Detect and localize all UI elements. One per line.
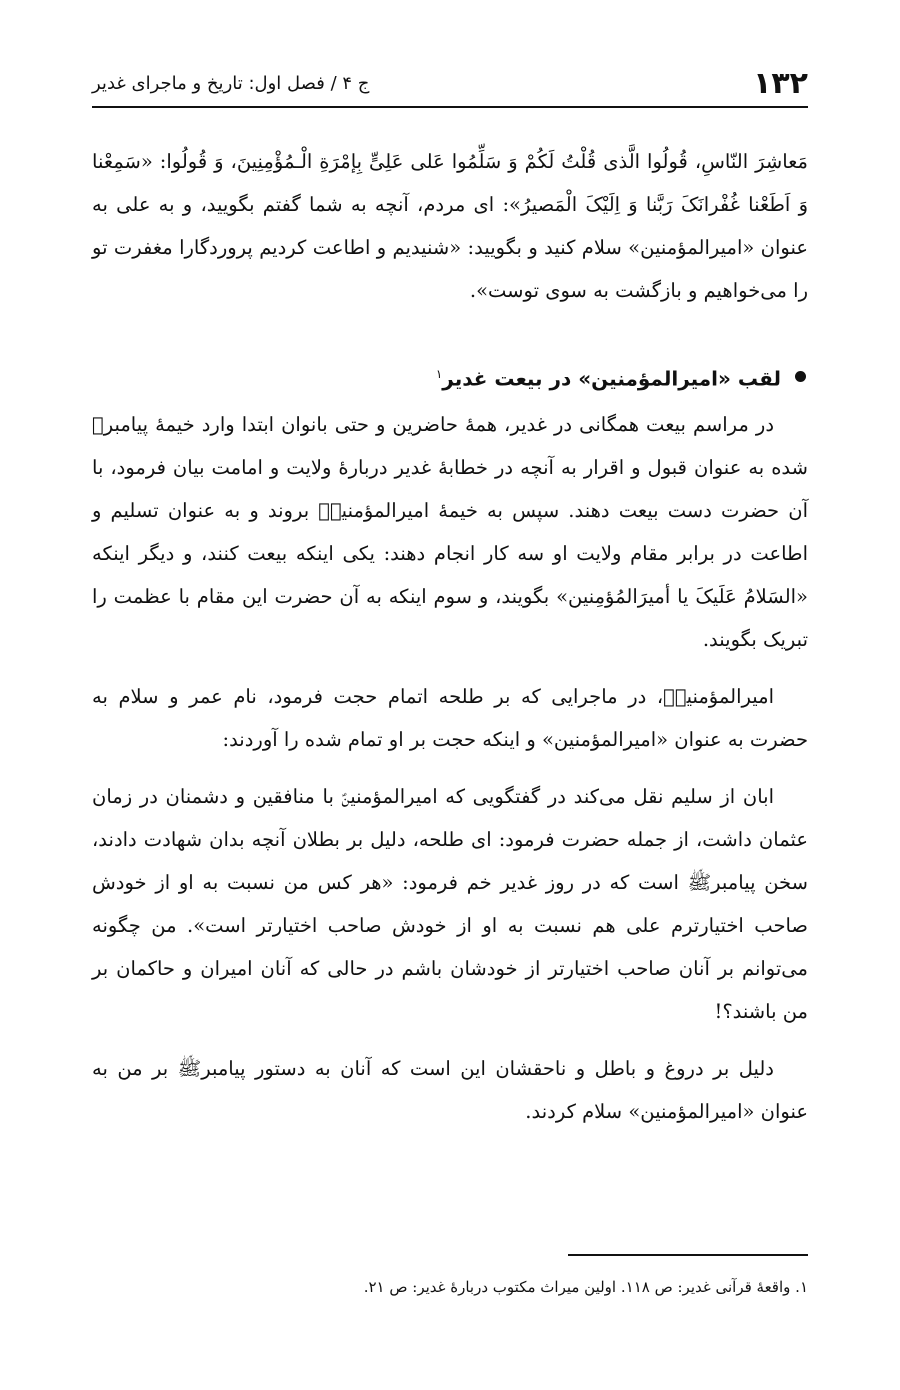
running-title: ج ۴ / فصل اول: تاریخ و ماجرای غدیر [92,72,370,94]
footnote: ۱. واقعهٔ قرآنی غدیر: ص ۱۱۸. اولین میراث مکتوب دربارهٔ غدیر: ص ۲۱. [363,1278,808,1296]
paragraph-aban: ابان از سلیم نقل می‌کند در گفتگویی که امیرالمؤمنینؑ با منافقین و دشمنان در زمان عثمان داشت، از جمله حضرت فرمود: ای طلحه، دلیل بر بطلان آنچه بدان شهادت دادند، سخن پیامبرﷺ است که در روز غدیر خم فرمود: «هر کس من نسبت به او از خودش صاحب اختیارترم علی هم نسبت به او از خودش صاحب اختیارتر است». من چگونه می‌توانم بر آنان صاحب اختیارتر از خودشان باشم در حالی که آنان امیران و حاکمان بر من باشند؟! [92,784,808,1023]
paragraph-bayat: در مراسم بیعت همگانی در غدیر، همهٔ حاضرین و حتی بانوان ابتدا وارد خیمهٔ پیامبرﷺ شده به عنوان قبول و اقرار به آنچه در خطابهٔ غدیر دربارهٔ ولایت و امامت بیان فرمود، با آن حضرت دست بیعت دهند. سپس به خیمهٔ امیرالمؤمنینؑ بروند و به عنوان تسلیم و اطاعت در برابر مقام ولایت او سه کار انجام دهند: یکی اینکه بیعت کنند، و دیگر اینکه «السَلامُ عَلَیکَ یا أمیرَالمُؤمِنین» بگویند، و سوم اینکه به آن حضرت این مقام با عظمت را تبریک بگویند. [92,412,808,651]
section-heading-text: لقب «امیرالمؤمنین» در بیعت غدیر [442,366,781,391]
section-heading [92,352,808,401]
paragraph-proof: دلیل بر دروغ و باطل و ناحقشان این است که آنان به دستور پیامبرﷺ بر من به عنوان «امیرالمؤمنین» سلام کردند. [92,1056,808,1123]
intro-paragraph: مَعاشِرَ النّاسِ، قُولُوا الَّذی قُلْتُ لَکُمْ وَ سَلِّمُوا عَلی عَلِیٍّ بِإمْرَةِ الْـمُؤْمِنِینَ، وَ قُولُوا: «سَمِعْنا وَ اَطَعْنا غُفْرانَکَ رَبَّنا وَ اِلَیْکَ الْمَصیرُ»: ای مردم، آنچه به شما گفتم بگویید، و به علی به عنوان «امیرالمؤمنین» سلام کنید و بگویید: «شنیدیم و اطاعت کردیم پروردگارا مغفرت تو را می‌خواهیم و بازگشت به سوی توست». [92,150,808,302]
page-number: ۱۳۲ [753,65,808,101]
footnote-ref[interactable]: ۱ [435,367,443,381]
bullet-icon [795,371,806,382]
page-body [92,140,808,1133]
paragraph-talha: امیرالمؤمنینؑ، در ماجرایی که بر طلحه اتمام حجت فرمود، نام عمر و سلام به حضرت به عنوان «امیرالمؤمنین» و اینکه حجت بر او تمام شده را آوردند: [92,684,808,751]
footnote-divider [568,1254,808,1256]
book-page [92,0,808,1390]
page-header [92,60,808,108]
